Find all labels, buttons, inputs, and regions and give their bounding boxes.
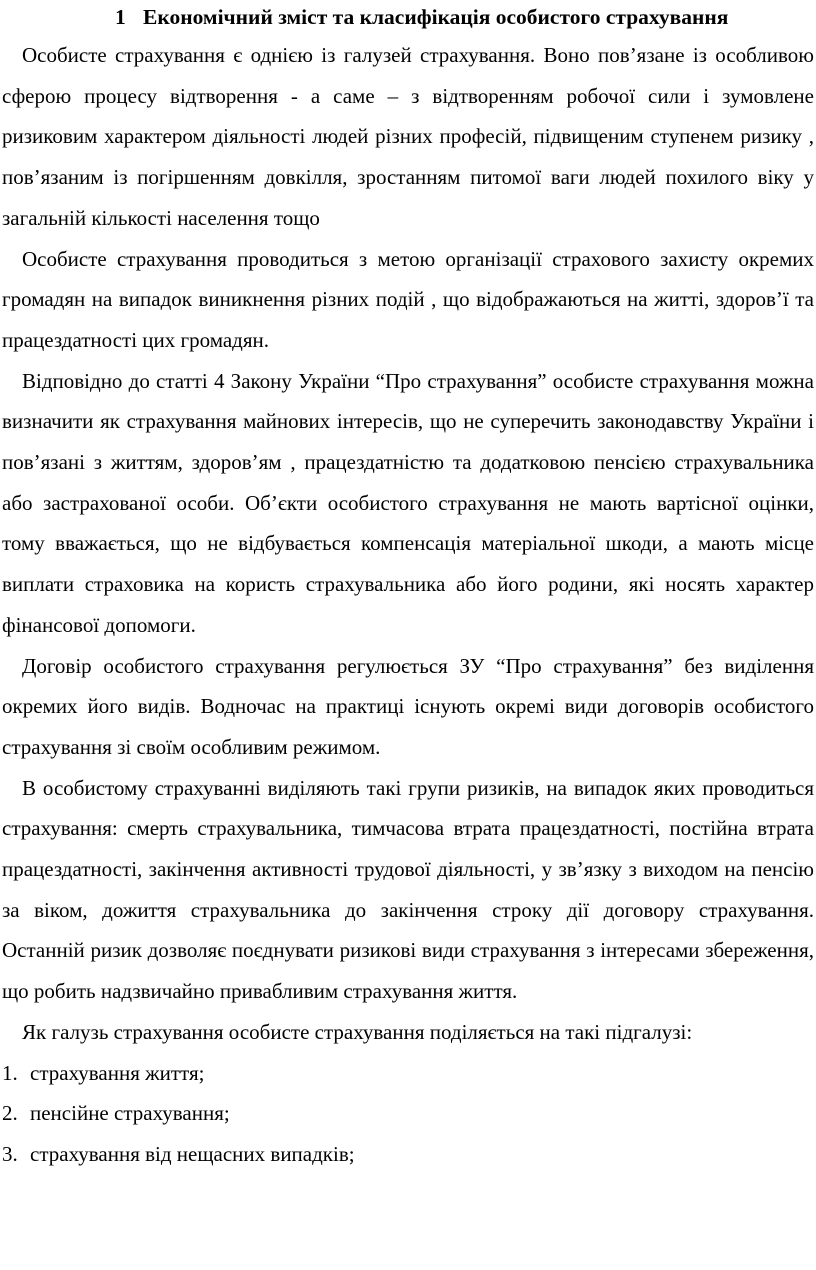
list-item-text: пенсійне страхування;: [30, 1101, 230, 1126]
paragraph-2: Особисте страхування проводиться з метою організації страхового захисту окремих громадян на випадок виникнення різних подій , що відображаються на житті, здоров’ї та працездатності цих громадян.: [2, 246, 814, 352]
list-item-text: страхування від нещасних випадків;: [30, 1141, 355, 1166]
paragraph-3: Відповідно до статті 4 Закону України “Про страхування” особисте страхування можна визначити як страхування майнових інтересів, що не суперечить законодавству України і пов’язані з життям, здоров’ям , працездатністю та додатковою пенсією страхувальника або застрахованої особи. Об’єкти особистого страхування не мають вартісної оцінки, тому вважається, що не відбувається компенсація матеріальної шкоди, а мають місце виплати страховика на користь страхувальника або його родини, які носять характер фінансової допомоги.: [2, 368, 814, 637]
list-item-text: страхування життя;: [30, 1060, 205, 1085]
list-marker: 2.: [2, 1101, 18, 1126]
list-marker: 1.: [2, 1060, 18, 1085]
list-marker: 3.: [2, 1141, 18, 1166]
subbranch-list: [2, 1053, 814, 1175]
paragraph-1: Особисте страхування є однією із галузей страхування. Воно пов’язане із особливою сферою процесу відтворення - а саме – з відтворенням робочої сили і зумовлене ризиковим характером діяльності людей різних професій, підвищеним ступенем ризику , пов’язаним із погіршенням довкілля, зростанням питомої ваги людей похилого віку у загальній кількості населення тощо: [2, 43, 814, 230]
paragraph-6: Як галузь страхування особисте страхування поділяється на такі підгалузі:: [22, 1019, 693, 1044]
list-item: [2, 1134, 814, 1175]
section-heading: [2, 5, 814, 29]
paragraph-5: В особистому страхуванні виділяють такі групи ризиків, на випадок яких проводиться страхування: смерть страхувальника, тимчасова втрата працездатності, постійна втрата працездатності, закінчення активності трудової діяльності, у зв’язку з виходом на пенсію за віком, дожиття страхувальника до закінчення строку дії договору страхування. Останній ризик дозволяє поєднувати ризикові види страхування з інтересами збереження, що робить надзвичайно привабливим страхування життя.: [2, 775, 814, 1004]
list-item: [2, 1053, 814, 1094]
paragraph-4: Договір особистого страхування регулюється ЗУ “Про страхування” без виділення окремих його видів. Водночас на практиці існують окремі види договорів особистого страхування зі своїм особливим режимом.: [2, 653, 814, 759]
list-item: [2, 1093, 814, 1134]
section-title: Економічний зміст та класифікація особистого страхування: [143, 5, 729, 29]
section-number: 1: [115, 5, 126, 29]
